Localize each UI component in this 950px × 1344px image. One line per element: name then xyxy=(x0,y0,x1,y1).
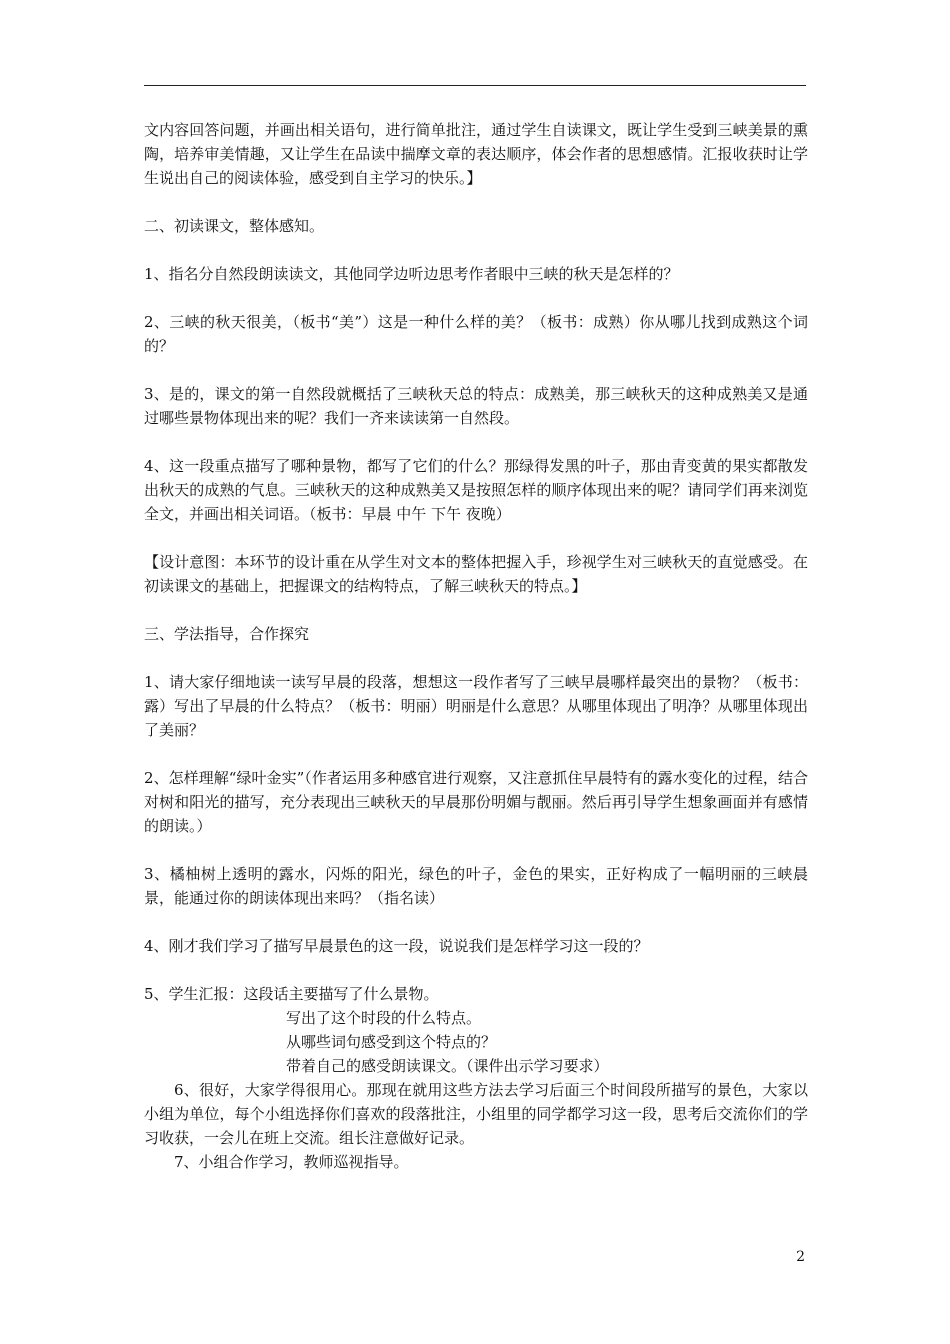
step-3-7: 7、小组合作学习，教师巡视指导。 xyxy=(174,1153,409,1171)
header-rule xyxy=(144,85,806,86)
step-3-6: 6、很好，大家学得很用心。那现在就用这些方法去学习后面三个时间段所描写的景色，大家以小组为单位，每个小组选择你们喜欢的段落批注，小组里的同学都学习这一段，思考后交流你们的学习收获，一会儿在班上交流。组长注意做好记录。 xyxy=(144,1081,808,1147)
document-body xyxy=(144,118,808,1174)
step-2-3: 3、是的，课文的第一自然段就概括了三峡秋天总的特点：成熟美，那三峡秋天的这种成熟美又是通过哪些景物体现出来的呢？我们一齐来读读第一自然段。 xyxy=(144,385,808,427)
step-2-1: 1、指名分自然段朗读读文，其他同学边听边思考作者眼中三峡的秋天是怎样的？ xyxy=(144,265,679,283)
step-2-2: 2、三峡的秋天很美，（板书“美”）这是一种什么样的美？（板书：成熟）你从哪儿找到成熟这个词的？ xyxy=(144,313,808,355)
step-3-1: 1、请大家仔细地读一读写早晨的段落，想想这一段作者写了三峡早晨哪样最突出的景物？（板书：露）写出了早晨的什么特点？（板书：明丽）明丽是什么意思？从哪里体现出了明净？从哪里体现出了美丽？ xyxy=(144,673,808,739)
page-number: 2 xyxy=(796,1249,805,1265)
step-2-4: 4、这一段重点描写了哪种景物，都写了它们的什么？那绿得发黑的叶子，那由青变黄的果实都散发出秋天的成熟的气息。三峡秋天的这种成熟美又是按照怎样的顺序体现出来的呢？请同学们再来浏览全文，并画出相关词语。（板书：早晨 中午 下午 夜晚） xyxy=(144,457,808,523)
step-3-5-line-a: 写出了这个时段的什么特点。 xyxy=(286,1009,482,1027)
paragraph-design-intent-continued: 文内容回答问题，并画出相关语句，进行简单批注，通过学生自读课文，既让学生受到三峡美景的熏陶，培养审美情趣，又让学生在品读中揣摩文章的表达顺序，体会作者的思想感情。汇报收获时让学生说出自己的阅读体验，感受到自主学习的快乐。】 xyxy=(144,121,808,187)
step-3-4: 4、刚才我们学习了描写早晨景色的这一段，说说我们是怎样学习这一段的？ xyxy=(144,937,649,955)
step-3-3: 3、橘柚树上透明的露水，闪烁的阳光，绿色的叶子，金色的果实，正好构成了一幅明丽的三峡晨景，能通过你的朗读体现出来吗？（指名读） xyxy=(144,865,808,907)
step-3-5: 5、学生汇报：这段话主要描写了什么景物。 xyxy=(144,985,439,1003)
design-intent-2: 【设计意图：本环节的设计重在从学生对文本的整体把握入手，珍视学生对三峡秋天的直觉感受。在初读课文的基础上，把握课文的结构特点，了解三峡秋天的特点。】 xyxy=(144,553,808,595)
section-heading-3: 三、学法指导，合作探究 xyxy=(144,625,310,643)
section-heading-2: 二、初读课文，整体感知。 xyxy=(144,217,325,235)
step-3-2: 2、怎样理解“绿叶金实”（作者运用多种感官进行观察，又注意抓住早晨特有的露水变化的过程，结合对树和阳光的描写，充分表现出三峡秋天的早晨那份明媚与靓丽。然后再引导学生想象画面并有感情的朗读。） xyxy=(144,769,808,835)
step-3-5-line-c: 带着自己的感受朗读课文。（课件出示学习要求） xyxy=(286,1057,609,1075)
step-3-5-line-b: 从哪些词句感受到这个特点的？ xyxy=(286,1033,497,1051)
